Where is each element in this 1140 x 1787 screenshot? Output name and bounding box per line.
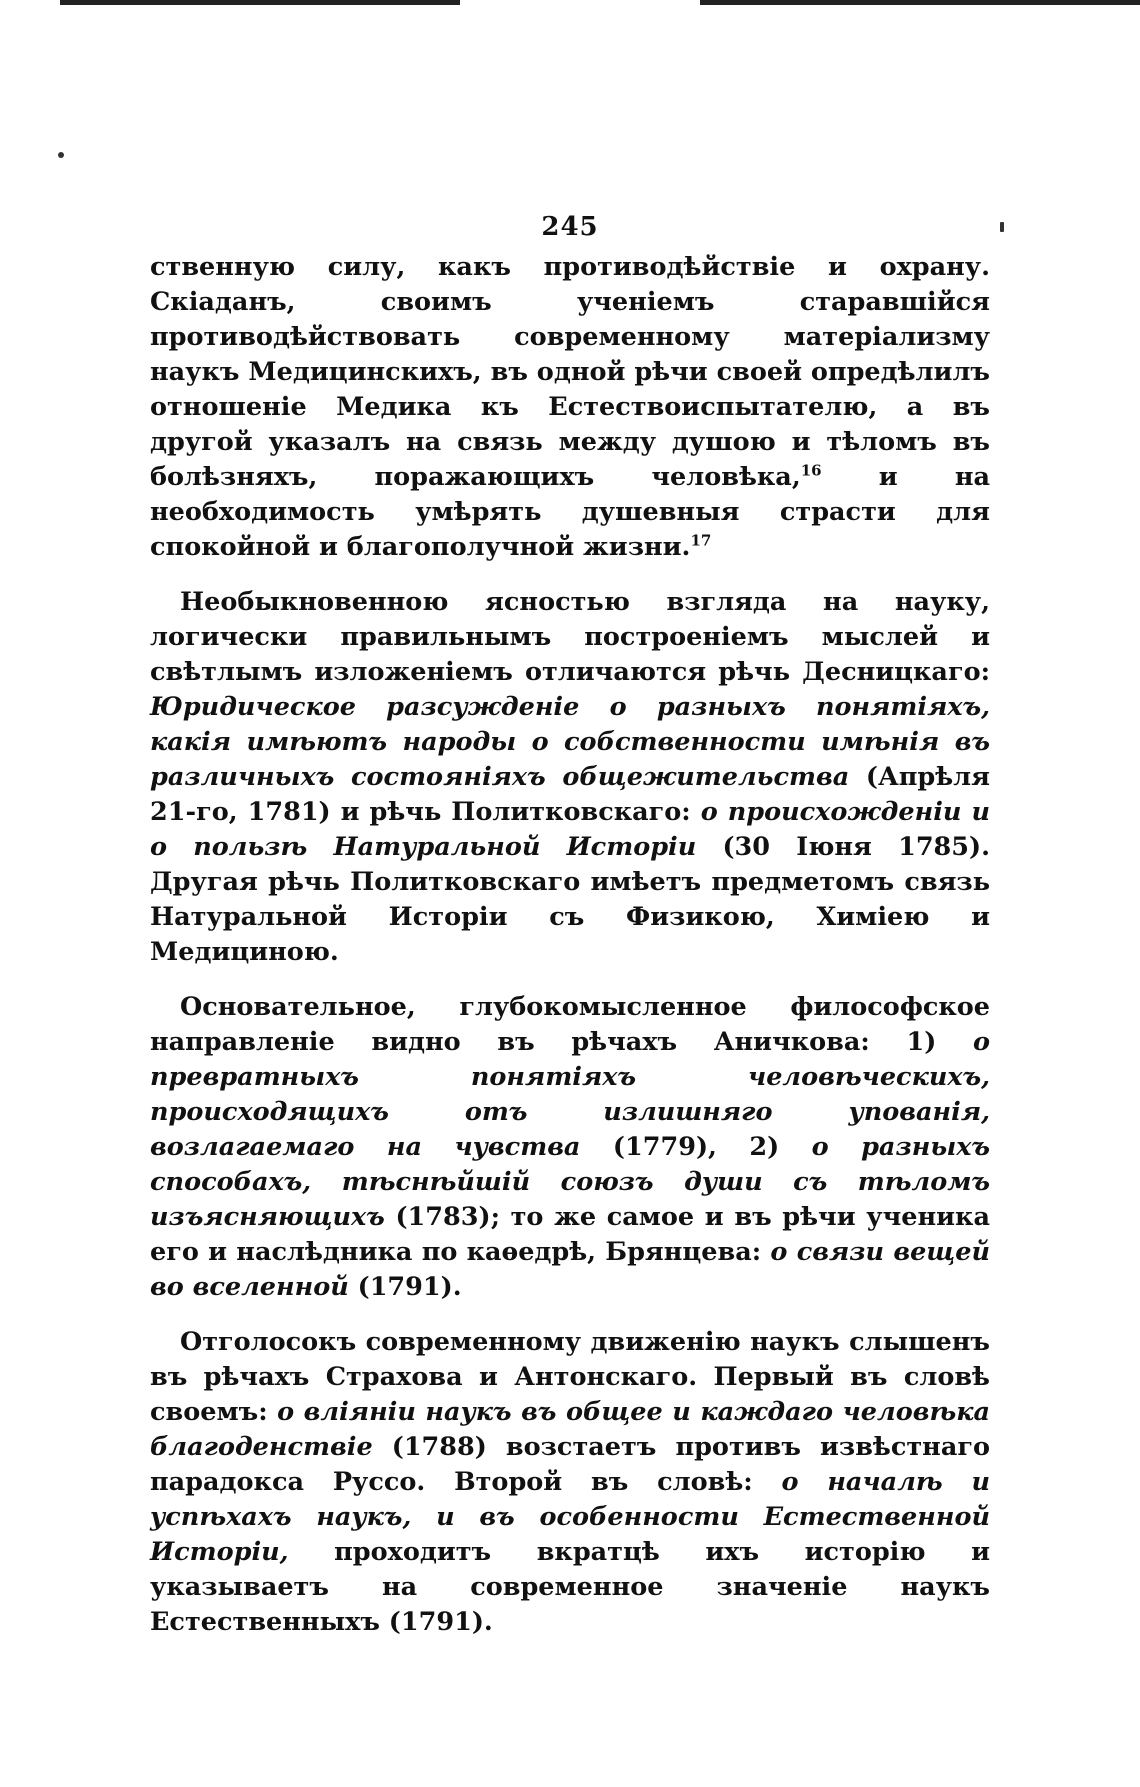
text-run: ственную силу, какъ противодѣйствіе и охрану. Скіаданъ, своимъ ученіемъ старавшійся противодѣйствовать современному матеріализму наукъ Медицинскихъ, въ одной рѣчи своей опредѣлилъ отношеніе Медика къ Естествоиспытателю, а въ другой указалъ на связь между душою и тѣломъ въ болѣзняхъ, поражающихъ человѣка,	[150, 252, 990, 492]
paragraph-2	[150, 585, 990, 970]
text-run: проходитъ вкратцѣ ихъ исторію и указываетъ на современное значеніе наукъ Естественныхъ (1791).	[150, 1537, 990, 1637]
paragraph-4	[150, 1325, 990, 1640]
text-run: (Апрѣля 21-го, 1781) и рѣчь Политковскаго:	[150, 762, 990, 827]
text-run: (1791).	[348, 1272, 462, 1302]
speech-title: о началѣ и успѣхахъ наукъ, и въ особенности Естественной Исторіи,	[150, 1467, 990, 1567]
scan-speck	[58, 152, 64, 158]
speech-title: о превратныхъ понятіяхъ человѣческихъ, происходящихъ отъ излишняго упованія, возлагаемаго на чувства	[150, 1027, 990, 1162]
paragraph-1	[150, 250, 990, 565]
footnote-ref: 16	[800, 461, 822, 480]
text-run: и на необходимость умѣрять душевныя страсти для спокойной и благополучной жизни.	[150, 462, 991, 562]
top-edge-mark	[700, 0, 1140, 5]
text-run: (1783); то же самое и въ рѣчи ученика его и наслѣдника по каѳедрѣ, Брянцева:	[150, 1202, 990, 1267]
text-run: (1788) возстаетъ противъ извѣстнаго парадокса Руссо. Второй въ словѣ:	[150, 1432, 990, 1497]
footnote-ref: 17	[690, 531, 712, 550]
body-text	[150, 250, 990, 1660]
page-number: 245	[541, 212, 599, 242]
top-edge-mark	[60, 0, 460, 5]
speech-title: о разныхъ способахъ, тѣснѣйшій союзъ души съ тѣломъ изъясняющихъ	[150, 1132, 991, 1232]
speech-title: о вліяніи наукъ въ общее и каждаго человѣка благоденствіе	[150, 1397, 990, 1462]
text-run: Необыкновенною ясностью взгляда на науку, логически правильнымъ построеніемъ мыслей и свѣтлымъ изложеніемъ отличаются рѣчь Десницкаго:	[150, 587, 990, 687]
speech-title: Юридическое разсужденіе о разныхъ понятіяхъ, какія имѣютъ народы о собственности имѣнія въ различныхъ состояніяхъ общежительства	[150, 692, 990, 792]
paragraph-3	[150, 990, 990, 1305]
text-run: Основательное, глубокомысленное философское направленіе видно въ рѣчахъ Аничкова: 1)	[150, 992, 990, 1057]
text-run: (30 Іюня 1785). Другая рѣчь Политковскаго имѣетъ предметомъ связь Натуральной Исторіи съ Физикою, Химіею и Медициною.	[150, 832, 990, 967]
speech-title: о связи вещей во вселенной	[150, 1237, 990, 1302]
speech-title: о происхожденіи и о пользѣ Натуральной Исторіи	[150, 797, 990, 862]
text-run: Отголосокъ современному движенію наукъ слышенъ въ рѣчахъ Страхова и Антонскаго. Первый въ словѣ своемъ:	[150, 1327, 990, 1427]
text-run: (1779), 2)	[580, 1132, 812, 1162]
